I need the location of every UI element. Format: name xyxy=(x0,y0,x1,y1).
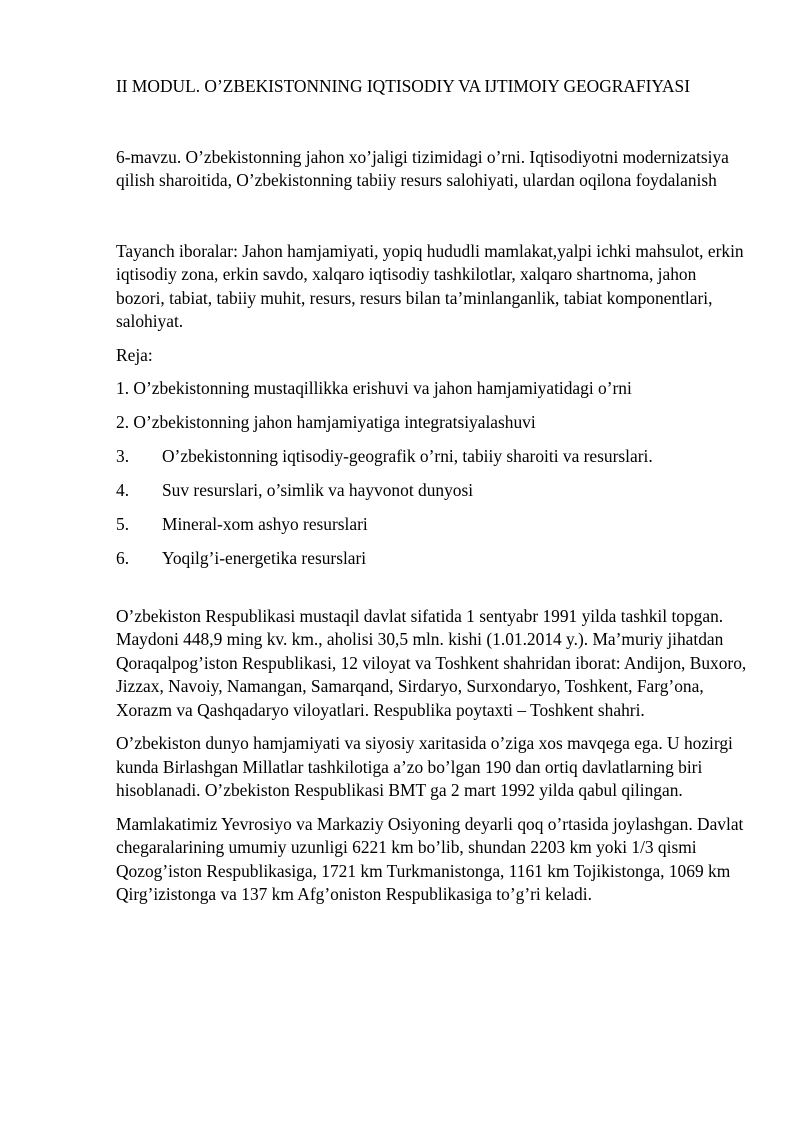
plan-item-text: O’zbekistonning iqtisodiy-geografik o’rni, tabiiy sharoiti va resurslari. xyxy=(162,446,653,466)
plan-item xyxy=(116,479,748,503)
plan-item xyxy=(116,377,748,401)
plan-item-text: Suv resurslari, o’simlik va hayvonot dunyosi xyxy=(162,480,474,500)
plan-item-number: 1. xyxy=(116,378,130,398)
plan-item-text: O’zbekistonning jahon hamjamiyatiga integratsiyalashuvi xyxy=(133,412,536,432)
plan-item-text: Yoqilg’i-energetika resurslari xyxy=(162,548,367,568)
plan-item-number: 5. xyxy=(116,514,130,534)
plan-item-number: 4. xyxy=(116,480,130,500)
module-title: II MODUL. O’ZBEKISTONNING IQTISODIY VA IJTIMOIY GEOGRAFIYASI xyxy=(116,76,691,96)
topic-heading: 6-mavzu. O’zbekistonning jahon xo’jaligi tizimidagi o’rni. Iqtisodiyotni modernizatsiya qilish sharoitida, O’zbekistonning tabiiy resurs salohiyati, ulardan oqilona foydalanish xyxy=(116,146,729,190)
plan-item xyxy=(116,445,748,469)
plan-item xyxy=(116,411,748,435)
plan-item-text: Mineral-xom ashyo resurslari xyxy=(162,514,368,534)
document-page xyxy=(116,75,748,917)
body-paragraph: O’zbekiston dunyo hamjamiyati va siyosiy xaritasida o’ziga xos mavqega ega. U hozirgi kunda Birlashgan Millatlar tashkilotiga a’zo bo’lgan 190 dan ortiq davlatlarning biri hisoblanadi. O’zbekiston Respublikasi BMT ga 2 mart 1992 yilda qabul qilingan. xyxy=(116,733,733,800)
plan-label: Reja: xyxy=(116,344,153,365)
plan-item-number: 3. xyxy=(116,446,130,466)
body-paragraph: O’zbekiston Respublikasi mustaqil davlat sifatida 1 sentyabr 1991 yilda tashkil topgan. Maydoni 448,9 ming kv. km., aholisi 30,5 mln. kishi (1.01.2014 y.). Ma’muriy jihatdan Qoraqalpog’iston Respublikasi, 12 viloyat va Toshkent shahridan iborat: Andijon, Buxoro, Jizzax, Navoiy, Namangan, Samarqand, Sirdaryo, Surxondaryo, Toshkent, Farg’ona, Xorazm va Qashqadaryo viloyatlari. Respublika poytaxti – Toshkent shahri. xyxy=(116,605,747,720)
plan-list xyxy=(116,377,748,571)
body-paragraph: Mamlakatimiz Yevrosiyo va Markaziy Osiyoning deyarli qoq o’rtasida joylashgan. Davlat chegaralarining umumiy uzunligi 6221 km bo’lib, shundan 2203 km yoki 1/3 qismi Qozog’iston Respublikasiga, 1721 km Turkmanistonga, 1161 km Tojikistonga, 1069 km Qirg’izistonga va 137 km Afg’oniston Respublikasiga to’g’ri keladi. xyxy=(116,813,744,904)
plan-item-number: 6. xyxy=(116,548,130,568)
plan-item-text: O’zbekistonning mustaqillikka erishuvi va jahon hamjamiyatidagi o’rni xyxy=(133,378,632,398)
keywords-paragraph: Tayanch iboralar: Jahon hamjamiyati, yopiq hududli mamlakat,yalpi ichki mahsulot, erkin iqtisodiy zona, erkin savdo, xalqaro iqtisodiy tashkilotlar, xalqaro shartnoma, jahon bozori, tabiat, tabiiy muhit, resurs, resurs bilan ta’minlanganlik, tabiat komponentlari, salohiyat. xyxy=(116,240,744,331)
plan-item-number: 2. xyxy=(116,412,130,432)
plan-item xyxy=(116,547,748,571)
plan-item xyxy=(116,513,748,537)
